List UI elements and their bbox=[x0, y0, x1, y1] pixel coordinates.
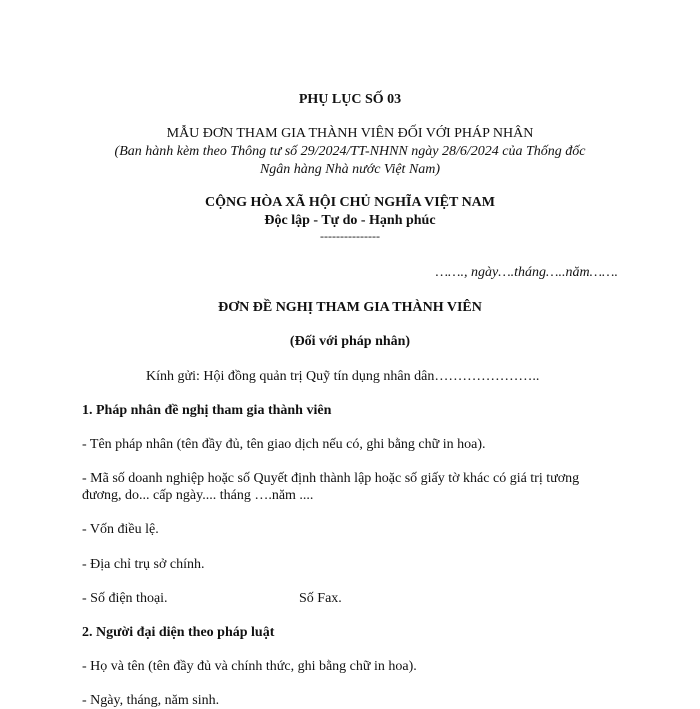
section-1-item-fax: Số Fax. bbox=[299, 591, 342, 606]
form-title: MẪU ĐƠN THAM GIA THÀNH VIÊN ĐỐI VỚI PHÁP NHÂN bbox=[166, 126, 534, 141]
section-1-item-capital: - Vốn điều lệ. bbox=[82, 522, 159, 537]
recipient-line: Kính gửi: Hội đồng quản trị Quỹ tín dụng nhân dân………………….. bbox=[146, 369, 540, 384]
issued-note-line-1: (Ban hành kèm theo Thông tư số 29/2024/TT-NHNN ngày 28/6/2024 của Thống đốc bbox=[114, 144, 586, 159]
section-1-item-name: - Tên pháp nhân (tên đầy đủ, tên giao dịch nếu có, ghi bằng chữ in hoa). bbox=[82, 437, 486, 452]
section-2-item-birthdate: - Ngày, tháng, năm sinh. bbox=[82, 693, 220, 708]
document-subtitle: (Đối với pháp nhân) bbox=[289, 334, 411, 349]
section-1-item-address: - Địa chỉ trụ sở chính. bbox=[82, 557, 205, 572]
section-2-heading: 2. Người đại diện theo pháp luật bbox=[82, 625, 275, 640]
section-2-item-fullname: - Họ và tên (tên đầy đủ và chính thức, ghi bằng chữ in hoa). bbox=[82, 659, 417, 674]
section-1-item-registration-cont: đương, do... cấp ngày.... tháng ….năm .... bbox=[82, 488, 314, 503]
issued-note-line-2: Ngân hàng Nhà nước Việt Nam) bbox=[259, 162, 441, 177]
national-motto: Độc lập - Tự do - Hạnh phúc bbox=[264, 213, 436, 228]
country-name: CỘNG HÒA XÃ HỘI CHỦ NGHĨA VIỆT NAM bbox=[204, 195, 495, 210]
document-title: ĐƠN ĐỀ NGHỊ THAM GIA THÀNH VIÊN bbox=[218, 300, 482, 315]
section-1-item-registration: - Mã số doanh nghiệp hoặc số Quyết định thành lập hoặc số giấy tờ khác có giá trị tương bbox=[82, 471, 580, 486]
date-line: ……., ngày….tháng…..năm……. bbox=[435, 265, 618, 280]
appendix-title: PHỤ LỤC SỐ 03 bbox=[298, 92, 402, 107]
section-1-item-phone: - Số điện thoại. bbox=[82, 591, 168, 606]
section-1-heading: 1. Pháp nhân đề nghị tham gia thành viên bbox=[82, 403, 332, 418]
motto-divider: --------------- bbox=[320, 229, 380, 243]
